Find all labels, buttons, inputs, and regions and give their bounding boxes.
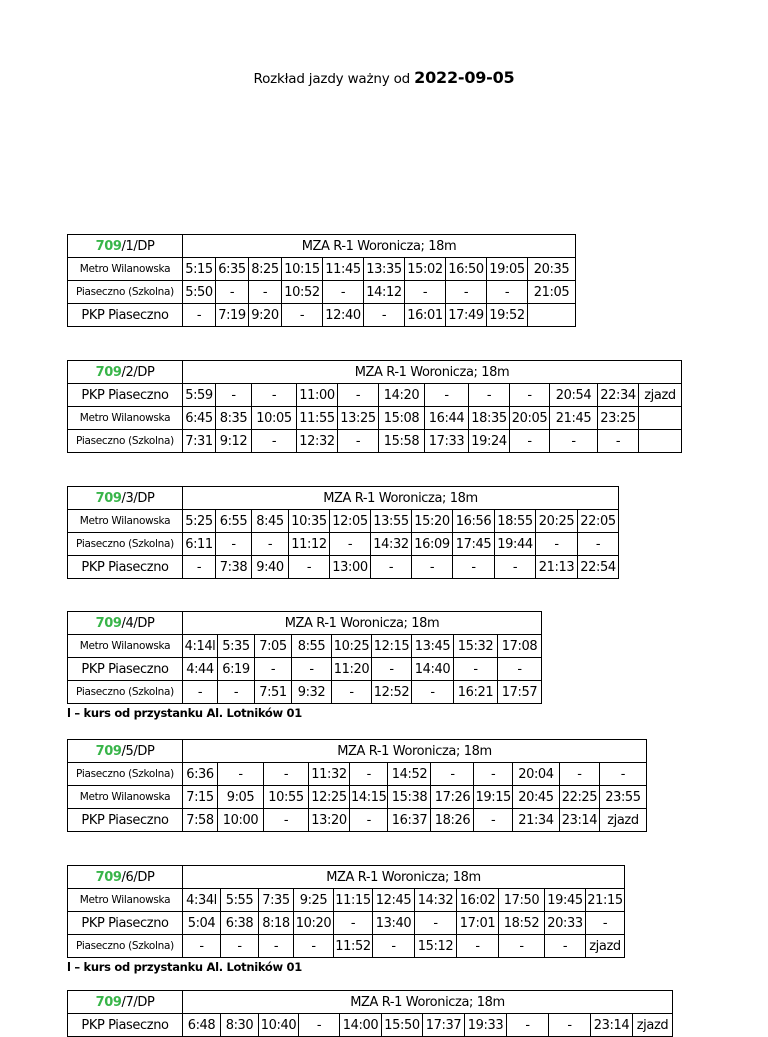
departure-time: 15:12 [415,935,457,958]
departure-time: 19:33 [465,1014,507,1037]
departure-time: 14:40 [412,658,454,681]
departure-time: 11:00 [297,384,338,407]
departure-time: - [249,281,282,304]
departure-time: 5:59 [183,384,216,407]
line-number: 709 [95,994,122,1010]
line-label [68,361,183,384]
departure-time: 14:12 [364,281,405,304]
timetable-header-row [68,487,619,510]
departure-time: 16:21 [454,681,498,704]
timetable [67,990,673,1037]
departure-time: - [292,658,332,681]
departure-time: 10:55 [264,786,309,809]
departure-time: 8:18 [259,912,294,935]
departure-time: - [578,533,619,556]
timetable-block [67,865,625,974]
departure-time: 16:44 [425,407,469,430]
stop-name: Piaseczno (Szkolna) [68,763,183,786]
header-date: 2022-09-05 [414,68,515,87]
departure-time: - [252,430,297,453]
departure-time: 21:34 [512,809,559,832]
line-suffix: /1/DP [121,238,155,254]
footnote: l – kurs od przystanku Al. Lotników 01 [67,960,302,974]
departure-time: 5:04 [183,912,221,935]
departure-time: 23:14 [591,1014,633,1037]
departure-time: 9:32 [292,681,332,704]
departure-time: zjazd [599,809,646,832]
departure-time: - [457,935,499,958]
stop-name: PKP Piaseczno [68,384,183,407]
timetable-block [67,739,647,832]
departure-time: 16:56 [453,510,495,533]
departure-time: 10:15 [282,258,323,281]
timetable-row [68,407,682,430]
stop-name: Piaseczno (Szkolna) [68,430,183,453]
departure-time: - [474,809,512,832]
departure-time: - [372,658,412,681]
departure-time: 20:45 [512,786,559,809]
departure-time: 15:02 [405,258,446,281]
departure-time: 10:52 [282,281,323,304]
departure-time: - [405,281,446,304]
departure-time: - [183,556,216,579]
line-label [68,235,183,258]
timetable-row [68,912,625,935]
departure-time: - [259,935,294,958]
departure-time: - [294,935,334,958]
timetable-row [68,556,619,579]
departure-time: 15:32 [454,635,498,658]
timetable-row [68,658,542,681]
vehicle-info: MZA R-1 Woronicza; 18m [183,612,542,635]
timetable-block [67,360,682,453]
departure-time: 12:15 [372,635,412,658]
departure-time: 23:14 [559,809,599,832]
departure-time: - [412,681,454,704]
departure-time: - [415,912,457,935]
departure-time: - [495,556,536,579]
departure-time: - [510,430,550,453]
departure-time: 21:13 [536,556,578,579]
departure-time: 10:20 [294,912,334,935]
departure-time: - [536,533,578,556]
departure-time: - [446,281,487,304]
timetable-row [68,935,625,958]
departure-time: - [216,281,249,304]
header-prefix: Rozkład jazdy ważny od [253,71,411,87]
departure-time: 12:52 [372,681,412,704]
line-label [68,866,183,889]
departure-time: - [425,384,469,407]
departure-time: 5:50 [183,281,216,304]
departure-time: 20:04 [512,763,559,786]
departure-time: - [431,763,474,786]
departure-time: 15:08 [379,407,425,430]
departure-time: 9:25 [294,889,334,912]
departure-time: - [412,556,453,579]
departure-time: - [373,935,415,958]
departure-time: 7:38 [216,556,252,579]
departure-time: 17:45 [453,533,495,556]
timetable [67,739,647,832]
departure-time: 22:25 [559,786,599,809]
departure-time: 13:40 [373,912,415,935]
departure-time: 18:55 [495,510,536,533]
departure-time: 6:19 [218,658,255,681]
timetable-row [68,384,682,407]
line-label [68,487,183,510]
line-number: 709 [95,490,122,506]
vehicle-info: MZA R-1 Woronicza; 18m [183,740,647,763]
departure-time: - [323,281,364,304]
departure-time: 17:49 [446,304,487,327]
departure-time: 11:12 [289,533,330,556]
timetable-row [68,889,625,912]
timetable [67,865,625,958]
stop-name: PKP Piaseczno [68,556,183,579]
departure-time: 4:34l [183,889,221,912]
vehicle-info: MZA R-1 Woronicza; 18m [183,991,673,1014]
departure-time: 7:35 [259,889,294,912]
line-number: 709 [95,364,122,380]
departure-time: 6:55 [216,510,252,533]
departure-time: - [218,681,255,704]
departure-time: - [332,681,372,704]
line-suffix: /6/DP [121,869,155,885]
departure-time: 10:05 [252,407,297,430]
timetable-header-row [68,235,576,258]
departure-time: - [264,763,309,786]
timetable-row [68,809,647,832]
departure-time: 11:32 [309,763,350,786]
timetable-block [67,486,619,579]
departure-time: 18:52 [499,912,545,935]
stop-name: PKP Piaseczno [68,658,183,681]
line-number: 709 [95,869,122,885]
departure-time: - [598,430,639,453]
departure-time: 13:20 [309,809,350,832]
departure-time: zjazd [633,1014,673,1037]
line-label [68,612,183,635]
departure-time: - [499,935,545,958]
departure-time: - [221,935,259,958]
departure-time: 19:15 [474,786,512,809]
stop-name: Metro Wilanowska [68,510,183,533]
departure-time: zjazd [586,935,625,958]
vehicle-info: MZA R-1 Woronicza; 18m [183,235,576,258]
departure-time: 7:58 [183,809,218,832]
departure-time: 12:45 [373,889,415,912]
timetable [67,234,576,327]
departure-time: 5:35 [218,635,255,658]
timetable-row [68,258,576,281]
timetable-row [68,681,542,704]
departure-time: 20:33 [545,912,586,935]
departure-time: - [289,556,330,579]
vehicle-info: MZA R-1 Woronicza; 18m [183,866,625,889]
departure-time: - [282,304,323,327]
departure-time: 16:01 [405,304,446,327]
departure-time: 11:20 [332,658,372,681]
departure-time: - [454,658,498,681]
timetable-row [68,510,619,533]
footnote: l – kurs od przystanku Al. Lotników 01 [67,706,302,720]
timetable-row [68,635,542,658]
departure-time: 20:25 [536,510,578,533]
vehicle-info: MZA R-1 Woronicza; 18m [183,487,619,510]
departure-time: 13:55 [371,510,412,533]
departure-time: 14:32 [415,889,457,912]
departure-time: - [338,430,379,453]
departure-time: 17:26 [431,786,474,809]
departure-time: - [183,935,221,958]
departure-time: - [498,658,542,681]
departure-time: 16:37 [388,809,431,832]
departure-time: 5:25 [183,510,216,533]
departure-time: 14:00 [340,1014,382,1037]
timetable-row [68,786,647,809]
departure-time: - [487,281,528,304]
departure-time: 21:15 [586,889,625,912]
departure-time: - [255,658,292,681]
departure-time: - [216,533,252,556]
departure-time: 7:19 [216,304,249,327]
timetable-row [68,430,682,453]
departure-time: - [549,1014,591,1037]
departure-time: 4:44 [183,658,218,681]
departure-time: 8:25 [249,258,282,281]
departure-time: 6:45 [183,407,216,430]
stop-name: Metro Wilanowska [68,889,183,912]
departure-time: 10:25 [332,635,372,658]
departure-time: 10:40 [259,1014,299,1037]
timetable [67,486,619,579]
departure-time: 19:24 [469,430,510,453]
departure-time: 8:45 [252,510,289,533]
stop-name: PKP Piaseczno [68,1014,183,1037]
line-suffix: /3/DP [121,490,155,506]
stop-name: Metro Wilanowska [68,786,183,809]
line-suffix: /5/DP [121,743,155,759]
timetable-row [68,763,647,786]
departure-time: 10:35 [289,510,330,533]
departure-time: 11:55 [297,407,338,430]
line-label [68,740,183,763]
departure-time: 11:52 [334,935,373,958]
timetable-header-row [68,740,647,763]
departure-time [639,430,682,453]
departure-time: 19:45 [545,889,586,912]
departure-time: 5:55 [221,889,259,912]
departure-time: 6:35 [216,258,249,281]
departure-time: - [264,809,309,832]
timetable-header-row [68,991,673,1014]
departure-time: - [559,763,599,786]
timetable [67,611,542,704]
departure-time: - [183,304,216,327]
departure-time: 17:01 [457,912,499,935]
departure-time: 17:57 [498,681,542,704]
departure-time: 17:33 [425,430,469,453]
timetable-header-row [68,866,625,889]
stop-name: Piaseczno (Szkolna) [68,281,183,304]
departure-time: - [550,430,598,453]
departure-time: 8:30 [221,1014,259,1037]
departure-time: 11:45 [323,258,364,281]
timetable-row [68,533,619,556]
departure-time: - [252,384,297,407]
departure-time: 22:05 [578,510,619,533]
line-suffix: /7/DP [121,994,155,1010]
stop-name: Piaseczno (Szkolna) [68,935,183,958]
departure-time: 19:52 [487,304,528,327]
departure-time: - [545,935,586,958]
timetable [67,360,682,453]
departure-time: 21:05 [528,281,576,304]
departure-time: 21:45 [550,407,598,430]
departure-time: 5:15 [183,258,216,281]
departure-time: 13:25 [338,407,379,430]
timetable-block [67,234,576,327]
departure-time: - [510,384,550,407]
departure-time: 12:05 [330,510,371,533]
departure-time: - [453,556,495,579]
departure-time: 7:51 [255,681,292,704]
departure-time: 16:02 [457,889,499,912]
departure-time: 14:20 [379,384,425,407]
departure-time: 20:05 [510,407,550,430]
departure-time: 7:31 [183,430,216,453]
departure-time: 14:52 [388,763,431,786]
departure-time: - [330,533,371,556]
departure-time [528,304,576,327]
timetable-header-row [68,361,682,384]
timetable-block [67,990,673,1037]
departure-time: 18:26 [431,809,474,832]
timetable-row [68,281,576,304]
departure-time: 12:40 [323,304,364,327]
line-suffix: /2/DP [121,364,155,380]
stop-name: Piaseczno (Szkolna) [68,533,183,556]
departure-time: 14:15 [350,786,388,809]
departure-time: 8:35 [216,407,252,430]
timetable-row [68,304,576,327]
departure-time: 23:55 [599,786,646,809]
departure-time: - [350,809,388,832]
departure-time: 8:55 [292,635,332,658]
stop-name: Piaseczno (Szkolna) [68,681,183,704]
header [0,68,768,87]
departure-time: - [364,304,405,327]
departure-time: 19:44 [495,533,536,556]
departure-time: 16:50 [446,258,487,281]
stop-name: Metro Wilanowska [68,407,183,430]
departure-time [639,407,682,430]
departure-time: 6:38 [221,912,259,935]
line-number: 709 [95,238,122,254]
timetable-row [68,1014,673,1037]
departure-time: - [338,384,379,407]
timetable-header-row [68,612,542,635]
departure-time: 14:32 [371,533,412,556]
stop-name: PKP Piaseczno [68,304,183,327]
departure-time: 20:35 [528,258,576,281]
departure-time: 15:38 [388,786,431,809]
departure-time: - [218,763,264,786]
departure-time: 6:48 [183,1014,221,1037]
departure-time: 9:05 [218,786,264,809]
vehicle-info: MZA R-1 Woronicza; 18m [183,361,682,384]
departure-time: 23:25 [598,407,639,430]
departure-time: 11:15 [334,889,373,912]
departure-time: 9:20 [249,304,282,327]
line-number: 709 [95,743,122,759]
departure-time: - [350,763,388,786]
departure-time: - [299,1014,340,1037]
stop-name: Metro Wilanowska [68,635,183,658]
departure-time: 20:54 [550,384,598,407]
departure-time: 12:32 [297,430,338,453]
departure-time: 9:40 [252,556,289,579]
line-number: 709 [95,615,122,631]
departure-time: 16:09 [412,533,453,556]
departure-time: - [334,912,373,935]
departure-time: 7:05 [255,635,292,658]
departure-time: 17:08 [498,635,542,658]
departure-time: 6:36 [183,763,218,786]
departure-time: 9:12 [216,430,252,453]
departure-time: - [183,681,218,704]
departure-time: 12:25 [309,786,350,809]
departure-time: 15:58 [379,430,425,453]
departure-time: 17:50 [499,889,545,912]
departure-time: 13:35 [364,258,405,281]
departure-time: - [507,1014,549,1037]
departure-time: - [252,533,289,556]
departure-time: 6:11 [183,533,216,556]
stop-name: PKP Piaseczno [68,912,183,935]
departure-time: 13:45 [412,635,454,658]
departure-time: 19:05 [487,258,528,281]
departure-time: 10:00 [218,809,264,832]
departure-time: 22:54 [578,556,619,579]
departure-time: 17:37 [423,1014,465,1037]
departure-time: 22:34 [598,384,639,407]
line-label [68,991,183,1014]
stop-name: PKP Piaseczno [68,809,183,832]
departure-time: 15:50 [382,1014,423,1037]
departure-time: 18:35 [469,407,510,430]
departure-time: zjazd [639,384,682,407]
departure-time: 7:15 [183,786,218,809]
line-suffix: /4/DP [121,615,155,631]
departure-time: - [599,763,646,786]
departure-time: - [469,384,510,407]
departure-time: - [586,912,625,935]
departure-time: 13:00 [330,556,371,579]
departure-time: - [216,384,252,407]
departure-time: 4:14l [183,635,218,658]
departure-time: - [371,556,412,579]
departure-time: - [474,763,512,786]
stop-name: Metro Wilanowska [68,258,183,281]
departure-time: 15:20 [412,510,453,533]
timetable-block [67,611,542,720]
